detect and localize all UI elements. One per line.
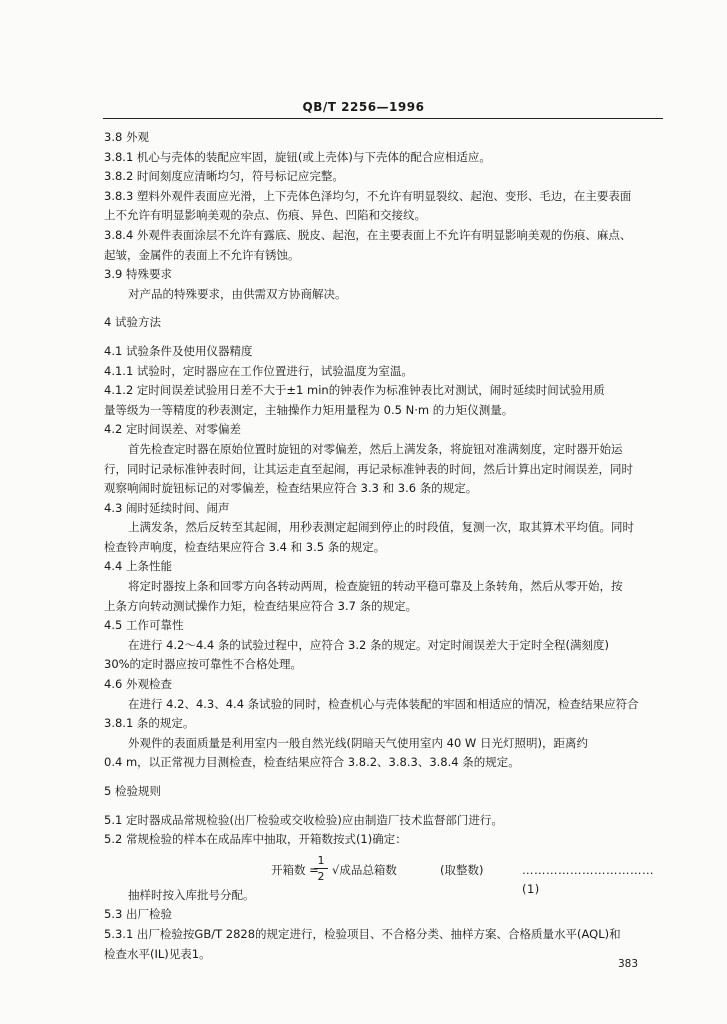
fraction-numerator: 1 (317, 853, 325, 867)
clause-text: 对产品的特殊要求，由供需双方协商解决。 (128, 286, 347, 301)
clause-text: 在进行 4.2～4.4 条的试验过程中，应符合 3.2 条的规定。对定时闹误差大于定时全程(满刻度) (128, 637, 609, 652)
clause-text: 3.8.3 塑料外观件表面应光滑，上下壳体色泽均匀，不允许有明显裂纹、起泡、变形、毛边，在主要表面 (104, 188, 632, 203)
formula-lhs: 开箱数 = (271, 862, 319, 877)
clause-text: 5.1 定时器成品常规检验(出厂检验或交收检验)应由制造厂技术监督部门进行。 (104, 812, 503, 827)
clause-text: 量等级为一等精度的秒表测定，主轴操作力矩用量程为 0.5 N·m 的力矩仪测量。 (104, 402, 514, 417)
section-heading: 5.3 出厂检验 (104, 907, 172, 922)
page-number: 383 (618, 958, 639, 970)
equation-number: ……………………………(1) (522, 862, 654, 897)
formula-radical: √成品总箱数 (332, 862, 397, 877)
clause-text: 3.8.4 外观件表面涂层不允许有露底、脱皮、起泡，在主要表面上不允许有明显影响美观的伤痕、麻点、 (104, 227, 632, 242)
section-heading: 4.5 工作可靠性 (104, 618, 184, 633)
clause-text: 将定时器按上条和回零方向各转动两周，检查旋钮的转动平稳可靠及上条转角，然后从零开始，按 (128, 579, 623, 594)
clause-text: 起皱，金属件的表面上不允许有锈蚀。 (104, 247, 300, 262)
section-heading: 4.6 外观检查 (104, 677, 172, 692)
clause-text: 上不允许有明显影响美观的杂点、伤痕、异色、凹陷和交接纹。 (104, 208, 426, 223)
clause-text: 在进行 4.2、4.3、4.4 条试验的同时，检查机心与壳体装配的牢固和相适应的情况，检查结果应符合 (128, 696, 639, 711)
section-heading: 4.1 试验条件及使用仪器精度 (104, 343, 253, 358)
formula-fraction (314, 854, 328, 883)
clause-text: 行，同时记录标准钟表时间，让其运走直至起闹，再记录标准钟表的时间，然后计算出定时闹误差，同时 (104, 461, 633, 476)
fraction-bar (314, 868, 328, 869)
clause-text: 5.3.1 出厂检验按GB/T 2828的规定进行，检验项目、不合格分类、抽样方案、合格质量水平(AQL)和 (104, 926, 621, 941)
clause-text: 首先检查定时器在原始位置时旋钮的对零偏差，然后上满发条，将旋钮对准满刻度，定时器开始运 (128, 441, 623, 456)
clause-text: 抽样时按入库批号分配。 (128, 887, 255, 902)
clause-text: 3.8.1 机心与壳体的装配应牢固，旋钮(或上壳体)与下壳体的配合应相适应。 (104, 149, 491, 164)
clause-text: 5.2 常规检验的样本在成品库中抽取，开箱数按式(1)确定： (104, 832, 407, 847)
clause-text: 3.8.1 条的规定。 (104, 716, 195, 731)
document-body (104, 128, 660, 964)
clause-text: 外观件的表面质量是利用室内一般自然光线(阴暗天气使用室内 40 W 日光灯照明)，距离约 (128, 735, 588, 750)
clause-text: 3.8.2 时间刻度应清晰均匀，符号标记应完整。 (104, 169, 344, 184)
section-heading: 3.9 特殊要求 (104, 267, 172, 282)
clause-text: 0.4 m，以正常视力目测检查，检查结果应符合 3.8.2、3.8.3、3.8.4 条的规定。 (104, 755, 520, 770)
section-heading: 4.2 定时间误差、对零偏差 (104, 422, 241, 437)
section-heading: 4.3 闹时延续时间、闹声 (104, 500, 230, 515)
chapter-heading: 5 检验规则 (104, 784, 161, 798)
clause-text: 上条方向转动测试操作力矩，检查结果应符合 3.7 条的规定。 (104, 598, 418, 613)
fraction-denominator: 2 (317, 869, 325, 883)
section-heading: 3.8 外观 (104, 130, 149, 144)
clause-text: 检查水平(IL)见表1。 (104, 946, 211, 961)
clause-text: 观察响闹时旋钮标记的对零偏差，检查结果应符合 3.3 和 3.6 条的规定。 (104, 481, 478, 496)
clause-text: 4.1.1 试验时，定时器应在工作位置进行，试验温度为室温。 (104, 363, 413, 378)
chapter-heading: 4 试验方法 (104, 315, 161, 330)
formula-note: (取整数) (440, 862, 484, 877)
clause-text: 上满发条，然后反转至其起闹，用秒表测定起闹到停止的时段值，复测一次，取其算术平均值。同时 (128, 520, 634, 535)
header-rule (103, 118, 663, 119)
standard-header: QB/T 2256—1996 (302, 100, 425, 114)
clause-text: 30%的定时器应按可靠性不合格处理。 (104, 657, 303, 672)
clause-text: 4.1.2 定时间误差试验用日差不大于±1 min的钟表作为标准钟表比对测试，闹时延续时间试验用质 (104, 383, 605, 398)
section-heading: 4.4 上条性能 (104, 559, 172, 574)
clause-text: 检查铃声响度，检查结果应符合 3.4 和 3.5 条的规定。 (104, 539, 386, 554)
